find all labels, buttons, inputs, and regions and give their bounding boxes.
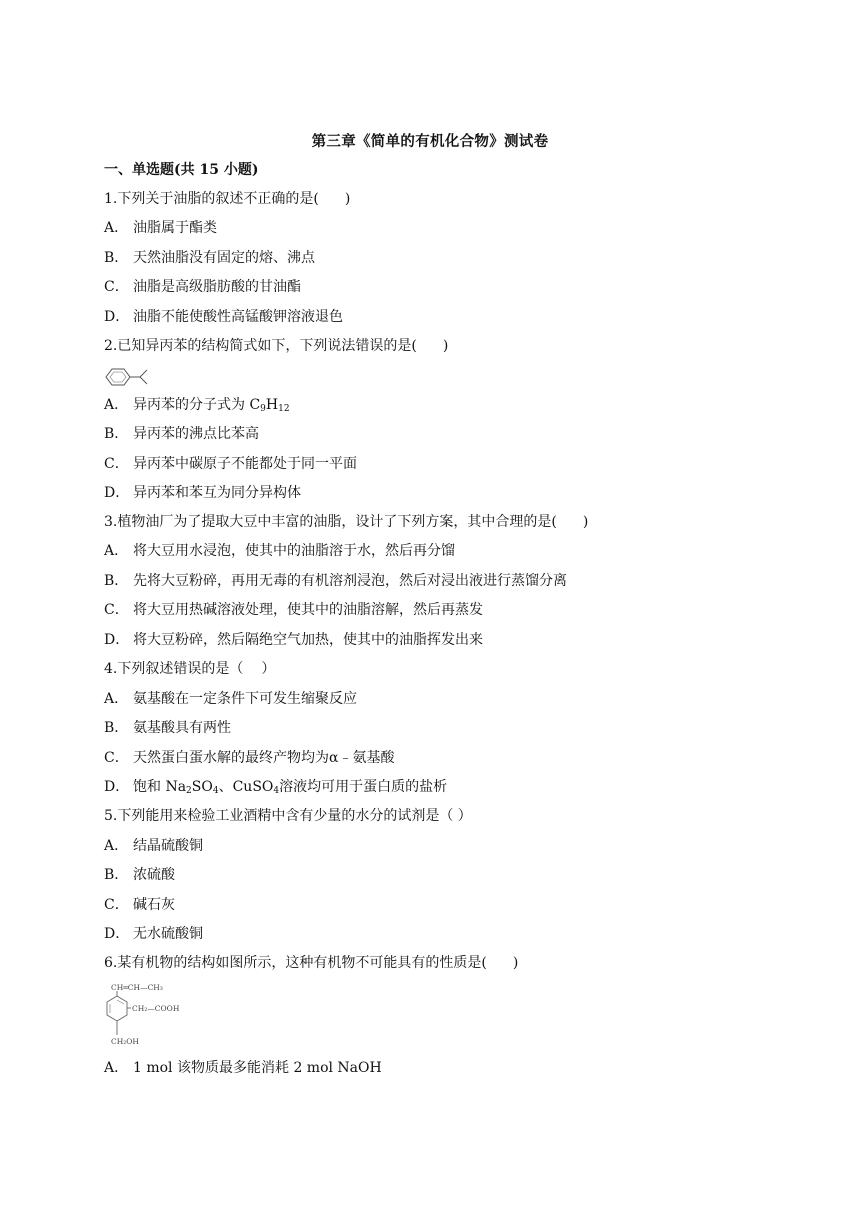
question-2-option-c: C． 异丙苯中碳原子不能都处于同一平面	[104, 456, 357, 472]
organic-compound-structure-image	[104, 982, 196, 1048]
question-3-option-a: A． 将大豆用水浸泡，使其中的油脂溶于水，然后再分馏	[104, 543, 455, 559]
question-3-option-b: B． 先将大豆粉碎，再用无毒的有机溶剂浸泡，然后对浸出液进行蒸馏分离	[104, 573, 567, 589]
question-6-option-a: A． 1 mol 该物质最多能消耗 2 mol NaOH	[104, 1060, 382, 1076]
question-3-option-c: C． 将大豆用热碱溶液处理，使其中的油脂溶解，然后再蒸发	[104, 602, 483, 618]
question-4-option-d: D． 饱和 $Na_2SO_4$、CuSO$_4$溶液均可用于蛋白质的盐析	[104, 779, 448, 796]
question-2-option-d: D． 异丙苯和苯互为同分异构体	[104, 485, 301, 501]
section-heading: 一、单选题(共 15 小题)	[104, 162, 259, 178]
question-1-option-c: C． 油脂是高级脂肪酸的甘油酯	[104, 279, 301, 295]
question-6-stem: 6.某有机物的结构如图所示，这种有机物不可能具有的性质是( )	[104, 955, 519, 971]
question-1-option-b: B． 天然油脂没有固定的熔、沸点	[104, 250, 315, 266]
question-2-option-b: B． 异丙苯的沸点比苯高	[104, 426, 259, 442]
structure-label-top: CH═CH—CH₃	[111, 983, 163, 992]
question-5-option-c: C． 碱石灰	[104, 897, 175, 913]
question-4-option-b: B． 氨基酸具有两性	[104, 720, 231, 736]
question-5-option-a: A． 结晶硫酸铜	[104, 838, 203, 854]
question-3-stem: 3.植物油厂为了提取大豆中丰富的油脂，设计了下列方案，其中合理的是( )	[104, 514, 589, 530]
structure-label-bottom: CH₂OH	[111, 1037, 139, 1046]
question-5-option-d: D． 无水硫酸铜	[104, 926, 203, 942]
question-2-option-a: A． 异丙苯的分子式为 $C_9H_{12}$	[104, 397, 290, 414]
question-4-option-a: A． 氨基酸在一定条件下可发生缩聚反应	[104, 691, 357, 707]
question-4-option-c: C． 天然蛋白蛋水解的最终产物均为α﹣氨基酸	[104, 750, 395, 766]
page-title: 第三章《简单的有机化合物》测试卷	[311, 133, 549, 150]
question-1-stem: 1.下列关于油脂的叙述不正确的是( )	[104, 191, 351, 207]
question-1-option-a: A． 油脂属于酯类	[104, 220, 217, 236]
question-5-stem: 5.下列能用来检验工业酒精中含有少量的水分的试剂是（ ）	[104, 808, 472, 824]
structure-label-right: CH₂—COOH	[132, 1004, 180, 1013]
isopropylbenzene-structure-image	[104, 366, 152, 388]
question-2-stem: 2.已知异丙苯的结构简式如下，下列说法错误的是( )	[104, 338, 449, 354]
question-4-stem: 4.下列叙述错误的是（ ）	[104, 661, 276, 677]
question-3-option-d: D． 将大豆粉碎，然后隔绝空气加热，使其中的油脂挥发出来	[104, 632, 483, 648]
question-1-option-d: D． 油脂不能使酸性高锰酸钾溶液退色	[104, 309, 343, 325]
question-5-option-b: B． 浓硫酸	[104, 867, 175, 883]
